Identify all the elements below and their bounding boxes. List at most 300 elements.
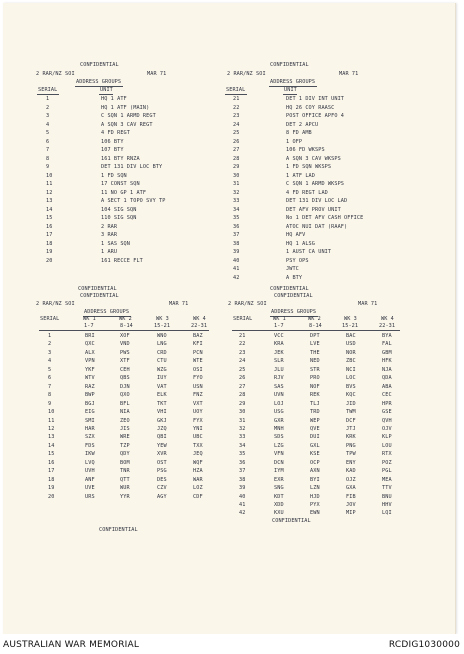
wk3-code: DES	[157, 476, 167, 483]
unit-name: HQ 26 COY RAASC	[286, 104, 335, 111]
wk2-code: GXL	[310, 442, 320, 449]
wk2-code: BYI	[310, 476, 320, 483]
serial-number: 9	[48, 400, 52, 407]
wk2-code: PRO	[310, 375, 320, 382]
wk2-code: CEH	[120, 366, 130, 373]
classification-right-2: CONFIDENTIAL	[274, 293, 313, 299]
wk3-code: CTU	[157, 358, 167, 365]
wk4-code: BYA	[382, 333, 392, 339]
serial-number: 38	[233, 240, 240, 247]
serial-number: 30	[239, 409, 246, 416]
wk3-code: GKJ	[157, 417, 167, 424]
serial-number: 17	[48, 468, 55, 475]
unit-name: HQ 1 ATF (MAIN)	[101, 104, 150, 111]
date-left: MAR 71	[147, 71, 167, 77]
serial-number: 34	[233, 206, 240, 213]
serial-number: 39	[233, 249, 240, 255]
serial-number: 18	[46, 240, 53, 247]
wk2-code: TZP	[120, 442, 130, 449]
wk1-code: MNH	[274, 425, 284, 432]
wk2-code: EWN	[310, 510, 320, 517]
wk3-range-left: 15-21	[154, 323, 171, 329]
wk1-code: IKW	[85, 451, 95, 458]
serial-number: 14	[48, 442, 55, 449]
wk1-code: EXR	[274, 476, 284, 483]
wk2-code: STR	[310, 366, 320, 373]
wk1-code: USG	[274, 409, 284, 416]
serial-number: 21	[233, 96, 240, 102]
wk1-code: KRA	[274, 341, 284, 348]
unit-header-right: UNIT	[284, 87, 297, 93]
wk4-range-left: 22-31	[191, 323, 208, 329]
wk4-code: TXX	[193, 442, 203, 449]
wk4-code: GBM	[382, 349, 392, 356]
wk2-code: NED	[310, 358, 320, 365]
serial-number: 18	[48, 476, 55, 483]
classification-bottom-right: CONFIDENTIAL	[272, 518, 311, 524]
serial-number: 12	[46, 189, 53, 196]
serial-number: 37	[239, 468, 246, 475]
wk1-code: BGJ	[85, 400, 95, 407]
wk4-header-right: WK 4	[381, 316, 394, 322]
unit-name: PSY OPS	[286, 257, 309, 264]
wk4-code: FYX	[193, 417, 203, 424]
serial-number: 27	[239, 383, 246, 390]
serial-number: 34	[239, 442, 246, 449]
wk3-code: QBI	[157, 434, 167, 441]
serial-number: 6	[46, 138, 50, 145]
unit-name: 161 BTY RNZA	[101, 155, 140, 162]
unit-name: 1 FD SQN	[101, 172, 127, 179]
soi-ref-left-2: 2 RAR/NZ SOI	[36, 301, 75, 307]
wk4-header-left: WK 4	[193, 316, 206, 322]
wk1-code: DCN	[274, 459, 284, 466]
wk1-code: BWP	[85, 392, 95, 399]
wk4-code: OJV	[382, 425, 392, 432]
wk2-header-right: WK 2	[308, 316, 321, 322]
serial-number: 35	[233, 215, 240, 221]
wk1-code: LZG	[274, 442, 284, 449]
wk1-code: XDD	[274, 502, 284, 508]
address-groups-right-2: ADDRESS GROUPS	[271, 309, 317, 315]
wk3-code: XVR	[157, 451, 167, 458]
wk4-code: JEQ	[193, 451, 203, 458]
wk3-header-left: WK 3	[156, 316, 169, 322]
wk1-code: YKF	[85, 366, 95, 373]
wk2-code: DPT	[310, 333, 320, 339]
unit-name: C SQN 1 ARMD REGT	[101, 113, 156, 119]
serial-number: 3	[48, 349, 52, 356]
serial-number: 23	[239, 349, 246, 356]
wk4-code: CDF	[193, 493, 203, 500]
underline	[283, 94, 297, 95]
wk2-code: THE	[310, 349, 320, 356]
serial-header-left-2: SERIAL	[40, 316, 60, 322]
wk3-code: KRK	[346, 434, 356, 441]
wk4-code: YNI	[193, 425, 203, 432]
wk3-code: OST	[157, 459, 167, 466]
serial-number: 23	[233, 113, 240, 119]
unit-name: A BTY	[286, 274, 303, 281]
serial-number: 42	[239, 510, 246, 517]
serial-header-right: SERIAL	[226, 87, 246, 93]
serial-number: 19	[48, 485, 55, 492]
soi-ref-right-2: 2 RAR/NZ SOI	[228, 301, 267, 307]
serial-number: 33	[239, 434, 246, 441]
wk2-code: LZN	[310, 485, 320, 492]
wk3-code: NOR	[346, 349, 356, 356]
classification-left-2: CONFIDENTIAL	[78, 286, 117, 292]
unit-name: 106 BTY	[101, 138, 124, 145]
wk1-code: FDS	[85, 442, 95, 449]
wk2-code: REK	[310, 392, 320, 399]
serial-number: 29	[233, 164, 240, 170]
serial-number: 16	[48, 459, 55, 466]
serial-number: 6	[48, 375, 52, 382]
wk1-header-right: WK 1	[273, 316, 286, 322]
wk3-code: FIB	[346, 493, 356, 500]
wk2-code: TNR	[120, 468, 130, 475]
serial-number: 8	[48, 392, 52, 399]
wk2-code: VND	[120, 341, 130, 348]
wk1-code: WTV	[85, 375, 95, 382]
wk3-code: LNG	[157, 341, 167, 348]
classification-left-3: CONFIDENTIAL	[80, 293, 119, 299]
wk1-code: JLU	[274, 366, 284, 373]
classification-mid-right: CONFIDENTIAL	[270, 286, 309, 292]
wk2-code: BFL	[120, 400, 130, 407]
wk4-code: HHV	[382, 502, 392, 508]
underline	[99, 94, 113, 95]
unit-name: 2 RAR	[101, 223, 118, 230]
record-id: RCDIG1030000	[388, 640, 460, 650]
wk4-code: NJA	[382, 366, 392, 373]
wk4-code: GSE	[382, 409, 392, 416]
unit-header-left: UNIT	[100, 87, 113, 93]
wk1-code: RJV	[274, 375, 284, 382]
wk4-code: KLP	[382, 434, 392, 441]
wk1-code: VCC	[274, 333, 284, 339]
unit-name: 161 RECCE FLT	[101, 257, 143, 264]
wk2-code: KSE	[310, 451, 320, 458]
unit-name: ATOC NUI DAT (RAAF)	[286, 223, 348, 230]
serial-number: 41	[239, 502, 246, 508]
wk4-code: HZA	[193, 468, 203, 475]
institution-label: AUSTRALIAN WAR MEMORIAL	[3, 640, 140, 650]
serial-number: 29	[239, 400, 246, 407]
wk3-code: DCF	[346, 417, 356, 424]
underline	[75, 86, 123, 87]
wk1-code: SZX	[85, 434, 95, 441]
wk1-code: URS	[85, 493, 95, 500]
wk4-code: POZ	[382, 459, 392, 466]
wk1-code: SMI	[85, 417, 95, 424]
wk3-code: CRD	[157, 349, 167, 356]
serial-number: 4	[48, 358, 52, 365]
serial-number: 11	[46, 181, 53, 187]
wk2-code: QBS	[120, 375, 130, 382]
serial-number: 41	[233, 266, 240, 272]
wk3-range-right: 15-21	[342, 323, 359, 329]
wk4-code: OSI	[193, 366, 203, 373]
wk3-code: ENY	[346, 459, 356, 466]
unit-name: DET 131 DIV LOC LAD	[286, 198, 348, 204]
unit-name: HQ AFV	[286, 232, 306, 238]
wk4-code: KFI	[193, 341, 203, 348]
wk4-code: USN	[193, 383, 203, 390]
serial-number: 10	[48, 409, 55, 416]
wk4-code: QDA	[382, 375, 392, 382]
serial-number: 20	[48, 493, 55, 500]
serial-number: 14	[46, 206, 53, 213]
wk4-code: CEC	[382, 392, 392, 399]
wk2-code: WEP	[310, 417, 320, 424]
wk3-code: JTJ	[346, 425, 356, 432]
unit-name: DET 2 APCU	[286, 121, 319, 128]
wk3-code: KAD	[346, 468, 356, 475]
wk1-code: QXC	[85, 341, 95, 348]
unit-name: A SQN 3 CAV WKSPS	[286, 155, 341, 162]
serial-number: 24	[239, 358, 246, 365]
wk1-code: KXU	[274, 510, 284, 517]
wk3-code: TPW	[346, 451, 356, 458]
unit-name: 17 CONST SQN	[101, 181, 140, 187]
underline	[232, 330, 400, 331]
wk3-code: NCI	[346, 366, 356, 373]
wk4-code: RTX	[382, 451, 392, 458]
serial-number: 25	[233, 130, 240, 136]
serial-number: 26	[239, 375, 246, 382]
serial-number: 1	[48, 333, 52, 339]
serial-number: 15	[48, 451, 55, 458]
wk2-code: AXN	[310, 468, 320, 475]
wk1-code: ANF	[85, 476, 95, 483]
wk3-code: JOV	[346, 502, 356, 508]
serial-number: 30	[233, 172, 240, 179]
soi-ref-left: 2 RAR/NZ SOI	[36, 71, 75, 77]
serial-number: 26	[233, 138, 240, 145]
underline	[39, 330, 209, 331]
wk2-code: PWS	[120, 349, 130, 356]
serial-number: 9	[46, 164, 50, 170]
wk4-code: BAZ	[193, 333, 203, 339]
unit-name: A SQN 3 CAV REGT	[101, 121, 153, 128]
wk3-code: OJZ	[346, 476, 356, 483]
wk1-code: UVE	[85, 485, 95, 492]
wk3-code: VHI	[157, 409, 167, 416]
classification-bottom-left: CONFIDENTIAL	[99, 527, 138, 533]
underline	[225, 94, 247, 95]
wk2-code: TLJ	[310, 400, 320, 407]
serial-number: 12	[48, 425, 55, 432]
serial-number: 27	[233, 147, 240, 153]
unit-name: C SQN 1 ARMD WKSPS	[286, 181, 345, 187]
serial-number: 17	[46, 232, 53, 238]
wk1-range-right: 1-7	[274, 323, 284, 329]
wk4-code: LOZ	[193, 485, 203, 492]
unit-name: 107 BTY	[101, 147, 124, 153]
wk1-code: VFN	[274, 451, 284, 458]
wk1-code: SLR	[274, 358, 284, 365]
wk1-code: UVN	[274, 392, 284, 399]
wk1-code: SNG	[274, 485, 284, 492]
serial-header-left: SERIAL	[38, 87, 58, 93]
wk1-range-left: 1-7	[84, 323, 94, 329]
wk2-code: QTT	[120, 476, 130, 483]
wk2-code: OCP	[310, 459, 320, 466]
serial-number: 22	[233, 104, 240, 111]
wk3-code: TWM	[346, 409, 356, 416]
wk2-code: JIS	[120, 425, 130, 432]
date-right-2: MAR 71	[358, 301, 378, 307]
wk3-code: VAT	[157, 383, 167, 390]
wk4-code: BNU	[382, 493, 392, 500]
wk2-code: QDY	[120, 451, 130, 458]
serial-number: 39	[239, 485, 246, 492]
wk4-code: UOY	[193, 409, 203, 416]
wk2-code: BOM	[120, 459, 130, 466]
wk4-code: WTE	[193, 358, 203, 365]
wk3-code: ZBC	[346, 358, 356, 365]
serial-number: 22	[239, 341, 246, 348]
wk2-code: TRD	[310, 409, 320, 416]
wk2-code: WRE	[120, 434, 130, 441]
wk2-code: LVE	[310, 341, 320, 348]
underline	[37, 94, 59, 95]
wk1-code: EIG	[85, 409, 95, 416]
serial-number: 33	[233, 198, 240, 204]
wk3-code: WNO	[157, 333, 167, 339]
wk3-code: PSG	[157, 468, 167, 475]
wk2-range-right: 8-14	[309, 323, 322, 329]
serial-number: 2	[48, 341, 52, 348]
wk2-code: HJD	[310, 493, 320, 500]
wk4-code: VXT	[193, 400, 203, 407]
wk3-code: JZQ	[157, 425, 167, 432]
unit-name: 104 SIG SQN	[101, 206, 137, 213]
serial-number: 13	[48, 434, 55, 441]
wk1-code: LVQ	[85, 459, 95, 466]
wk4-code: FAL	[382, 341, 392, 348]
wk4-code: WQF	[193, 459, 203, 466]
address-groups-right: ADDRESS GROUPS	[270, 79, 316, 85]
serial-number: 38	[239, 476, 246, 483]
wk3-code: PNG	[346, 442, 356, 449]
serial-number: 13	[46, 198, 53, 204]
wk1-code: HAR	[85, 425, 95, 432]
unit-name: DET 1 DIV INT UNIT	[286, 96, 345, 102]
wk4-code: QVH	[382, 417, 392, 424]
wk3-code: TKT	[157, 400, 167, 407]
wk2-range-left: 8-14	[120, 323, 133, 329]
wk3-code: KQC	[346, 392, 356, 399]
wk2-code: XOF	[120, 333, 130, 339]
wk1-code: ALX	[85, 349, 95, 356]
serial-number: 32	[239, 425, 246, 432]
wk2-code: PYX	[310, 502, 320, 508]
serial-number: 42	[233, 274, 240, 281]
serial-number: 16	[46, 223, 53, 230]
wk3-code: IUY	[157, 375, 167, 382]
address-groups-left: ADDRESS GROUPS	[76, 79, 122, 85]
serial-number: 10	[46, 172, 53, 179]
wk4-code: FNZ	[193, 392, 203, 399]
unit-name: HQ 1 ATF	[101, 96, 127, 102]
wk3-code: WZG	[157, 366, 167, 373]
unit-name: 106 FD WKSPS	[286, 147, 325, 153]
wk3-code: BAC	[346, 333, 356, 339]
serial-number: 24	[233, 121, 240, 128]
serial-number: 1	[46, 96, 50, 102]
serial-number: 3	[46, 113, 50, 119]
unit-name: DET 131 DIV LOC BTY	[101, 164, 163, 170]
wk2-code: DJN	[120, 383, 130, 390]
classification-left: CONFIDENTIAL	[80, 62, 119, 68]
wk4-code: HFK	[382, 358, 392, 365]
date-left-2: MAR 71	[169, 301, 189, 307]
serial-number: 28	[239, 392, 246, 399]
serial-number: 40	[233, 257, 240, 264]
unit-name: 1 OFP	[286, 138, 303, 145]
wk4-code: WAR	[193, 476, 203, 483]
wk2-code: QXO	[120, 392, 130, 399]
address-groups-left-2: ADDRESS GROUPS	[84, 309, 130, 315]
wk2-code: YYR	[120, 493, 130, 500]
wk3-code: USD	[346, 341, 356, 348]
unit-name: 110 SIG SQN	[101, 215, 137, 221]
wk1-code: VPN	[85, 358, 95, 365]
serial-number: 8	[46, 155, 50, 162]
serial-number: 20	[46, 257, 53, 264]
serial-number: 37	[233, 232, 240, 238]
wk1-header-left: WK 1	[83, 316, 96, 322]
unit-name: 1 ARU	[101, 249, 118, 255]
document-page	[3, 3, 456, 634]
wk1-code: LOJ	[274, 400, 284, 407]
unit-name: 8 FD AMB	[286, 130, 312, 136]
serial-number: 2	[46, 104, 50, 111]
wk3-code: ELK	[157, 392, 167, 399]
wk1-code: SAS	[274, 383, 284, 390]
serial-number: 31	[233, 181, 240, 187]
unit-name: 4 FD REGT	[101, 130, 131, 136]
wk1-code: BRI	[85, 333, 95, 339]
unit-name: A SECT 1 TOPO SVY TP	[101, 198, 166, 204]
unit-name: 1 SAS SQN	[101, 240, 131, 247]
serial-number: 36	[233, 223, 240, 230]
unit-name: JWTC	[286, 266, 299, 272]
unit-name: 1 ATF LAD	[286, 172, 316, 179]
wk3-code: JID	[346, 400, 356, 407]
wk1-code: KDT	[274, 493, 284, 500]
unit-name: DET AFV PROV UNIT	[286, 206, 341, 213]
wk4-code: TTV	[382, 485, 392, 492]
serial-number: 28	[233, 155, 240, 162]
wk1-code: UVH	[85, 468, 95, 475]
serial-number: 19	[46, 249, 53, 255]
serial-number: 11	[48, 417, 55, 424]
soi-ref-right: 2 RAR/NZ SOI	[227, 71, 266, 77]
wk2-code: XTF	[120, 358, 130, 365]
wk2-code: NOF	[310, 383, 320, 390]
wk1-code: RAZ	[85, 383, 95, 390]
unit-name: HQ 1 ALSG	[286, 240, 316, 247]
wk1-code: JEK	[274, 349, 284, 356]
serial-header-right-2: SERIAL	[233, 316, 253, 322]
wk1-code: IYM	[274, 468, 284, 475]
serial-number: 40	[239, 493, 246, 500]
unit-name: 3 RAR	[101, 232, 118, 238]
